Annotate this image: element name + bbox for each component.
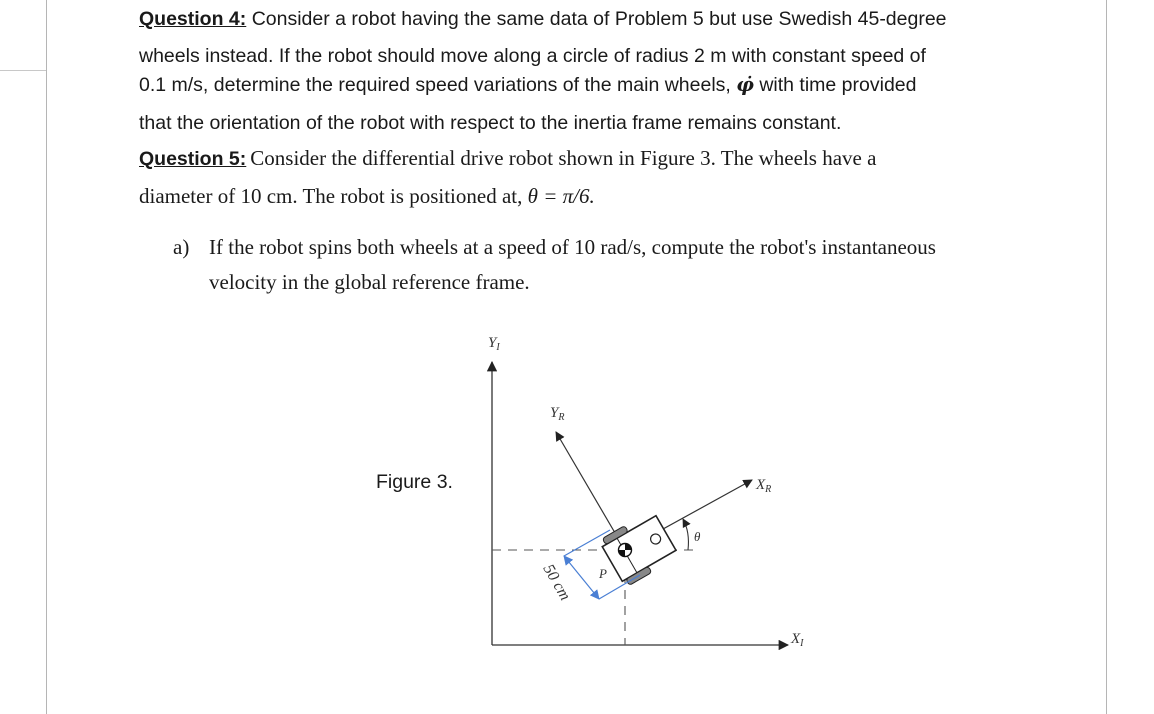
label-distance: 50 cm <box>539 561 574 604</box>
question4-text-line1: Consider a robot having the same data of Problem 5 but use Swedish 45-degree <box>251 8 947 30</box>
theta-equation: θ = π/6. <box>527 184 595 208</box>
label-xi: $X_I$ <box>791 631 804 649</box>
question5-text-line2: diameter of 10 cm. The robot is positioned at, <box>139 184 523 208</box>
question5-text-line1: Consider the differential drive robot shown in Figure 3. The wheels have a <box>250 146 877 170</box>
label-xr: $X_R$ <box>756 477 772 495</box>
label-p: P <box>599 566 607 581</box>
question4-text-line3-end: with time provided <box>759 74 917 96</box>
question4-title: Question 4: <box>139 8 247 30</box>
question4-line2: wheels instead. If the robot should move along a circle of radius 2 m with constant speed of <box>139 45 926 67</box>
question5-title: Question 5: <box>139 148 247 170</box>
label-yi: $Y_I$ <box>488 335 500 353</box>
phi-dot-symbol: φ̇ <box>736 73 754 96</box>
part-a-line1: If the robot spins both wheels at a speed of 10 rad/s, compute the robot's instantaneous <box>209 235 936 259</box>
label-yr: $Y_R$ <box>550 405 565 423</box>
figure-caption: Figure 3. <box>376 471 453 493</box>
dimension-line-left <box>564 530 610 556</box>
label-theta: θ <box>694 529 701 544</box>
part-a-line2: velocity in the global reference frame. <box>209 270 530 294</box>
theta-arc <box>683 519 688 550</box>
question4-line4: that the orientation of the robot with respect to the inertia frame remains constant. <box>139 112 842 134</box>
question4-text-line3: 0.1 m/s, determine the required speed variations of the main wheels, <box>139 74 731 96</box>
part-a-label: a) <box>173 235 190 259</box>
